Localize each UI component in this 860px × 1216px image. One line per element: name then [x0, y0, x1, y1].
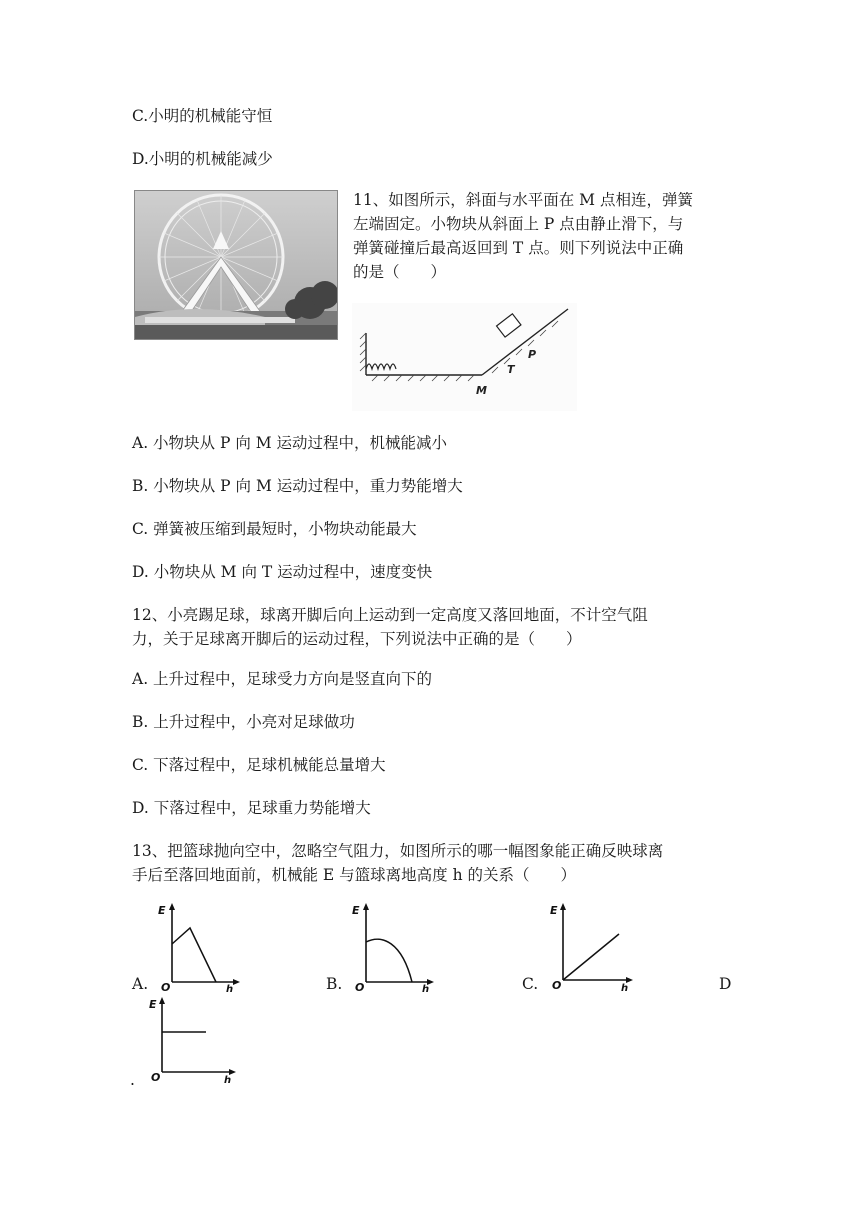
- label-p: P: [528, 348, 537, 361]
- ferris-wheel-photo: [134, 190, 338, 340]
- q12-option-c: C. 下落过程中，足球机械能总量增大: [132, 756, 386, 774]
- graph-d-origin-label: O: [151, 1071, 161, 1084]
- q12-line-2: 力，关于足球离开脚后的运动过程，下列说法中正确的是（ ）: [132, 630, 582, 648]
- graph-c-letter: C.: [522, 975, 539, 993]
- q11-option-b: B. 小物块从 P 向 M 运动过程中，重力势能增大: [132, 477, 463, 495]
- graph-a-letter: A.: [132, 975, 149, 993]
- q11-option-d: D. 小物块从 M 向 T 运动过程中，速度变快: [132, 563, 433, 581]
- graph-b-origin-label: O: [355, 981, 365, 992]
- graph-d: [144, 994, 240, 1084]
- graph-b: [348, 900, 438, 992]
- option-d-prev: D.小明的机械能减少: [132, 150, 273, 168]
- q11-line-2: 左端固定。小物块从斜面上 P 点由静止滑下，与: [353, 215, 684, 233]
- graph-a-origin-label: O: [161, 981, 171, 992]
- graph-d-letter: D: [719, 975, 732, 993]
- graph-a-e-label: E: [158, 904, 166, 917]
- q12-option-d: D. 下落过程中，足球重力势能增大: [132, 799, 371, 817]
- graph-c-e-label: E: [550, 904, 558, 917]
- graph-a: [152, 900, 242, 992]
- q12-line-1: 12、小亮踢足球，球离开脚后向上运动到一定高度又落回地面，不计空气阻: [132, 606, 648, 624]
- graph-a-h-label: h: [226, 984, 234, 992]
- q11-option-a: A. 小物块从 P 向 M 运动过程中，机械能减小: [132, 434, 448, 452]
- q11-line-3: 弹簧碰撞后最高返回到 T 点。则下列说法中正确: [353, 239, 684, 257]
- incline-spring-figure: [352, 303, 577, 411]
- graph-c-origin-label: O: [552, 979, 562, 992]
- option-c-prev: C.小明的机械能守恒: [132, 107, 273, 125]
- q11-option-c: C. 弹簧被压缩到最短时，小物块动能最大: [132, 520, 417, 538]
- q13-line-2: 手后至落回地面前，机械能 E 与篮球离地高度 h 的关系（ ）: [132, 866, 577, 884]
- q12-option-a: A. 上升过程中，足球受力方向是竖直向下的: [132, 670, 433, 688]
- graph-c: [545, 900, 635, 992]
- graph-d-h-label: h: [224, 1075, 232, 1084]
- trailing-dot: .: [130, 1071, 135, 1089]
- label-t: T: [507, 363, 515, 376]
- graph-c-h-label: h: [621, 983, 629, 992]
- q12-option-b: B. 上升过程中，小亮对足球做功: [132, 713, 355, 731]
- q11-line-4: 的是（ ）: [353, 263, 447, 281]
- label-m: M: [476, 384, 487, 397]
- graph-d-e-label: E: [149, 998, 157, 1011]
- q11-line-1: 11、如图所示，斜面与水平面在 M 点相连，弹簧: [353, 191, 693, 209]
- graph-b-e-label: E: [352, 904, 360, 917]
- graph-b-letter: B.: [326, 975, 343, 993]
- q13-line-1: 13、把篮球抛向空中，忽略空气阻力，如图所示的哪一幅图象能正确反映球离: [132, 842, 664, 860]
- graph-b-h-label: h: [422, 984, 430, 992]
